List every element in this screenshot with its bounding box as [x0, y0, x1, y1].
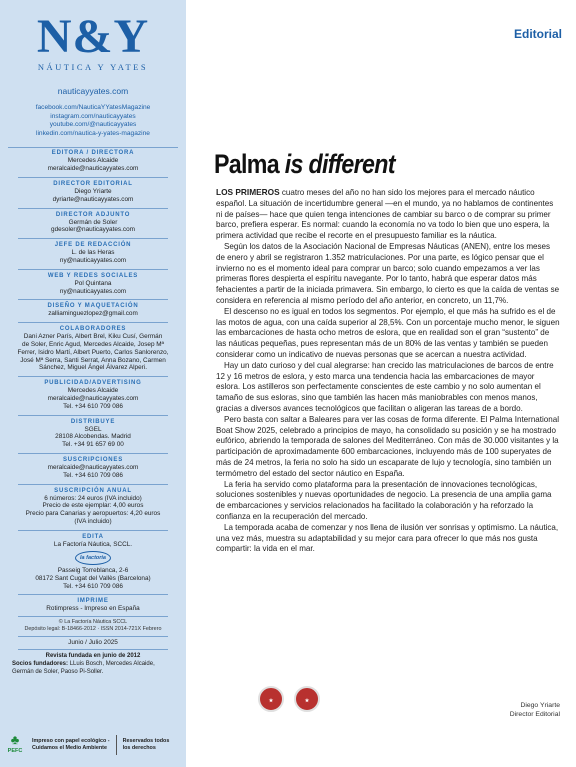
credit-label: WEB Y REDES SOCIALES	[47, 272, 139, 279]
instagram-link[interactable]: instagram.com/nauticayyates	[50, 112, 136, 120]
publisher-phone: Tel. +34 610 709 086	[63, 583, 123, 591]
credit-line[interactable]: ny@nauticayyates.com	[59, 256, 127, 264]
copyright-line: © La Factoría Náutica SCCL	[58, 618, 128, 625]
award-badge-icon: ★	[294, 686, 320, 712]
credit-line: Tel. +34 610 709 086	[63, 471, 123, 479]
credit-line[interactable]: dyriarte@nauticayyates.com	[52, 195, 134, 203]
credit-line: Diego Yriarte	[74, 187, 112, 195]
tree-icon: ♣	[10, 732, 20, 747]
article-paragraph: El descenso no es igual en todos los segmentos. Por ejemplo, el que más ha sufrido es el de las motos de agua, con una caída superior al 28,5%. Con un porcentaje mucho menor, le siguen las embarcaciones de hasta ocho metros de eslora, que en realidad son el gran “sustento” de las náuticas pequeñas, pues representan más de un 80% de las ventas y también se pueden considerar como un indicativo de nuevas personas que se acercan a nuestra actividad.	[216, 306, 560, 359]
credit-section	[8, 480, 178, 526]
credit-line: 28108 Alcobendas. Madrid	[55, 433, 131, 441]
founded-line: Revista fundada en junio de 2012	[45, 653, 141, 660]
credit-label: DISTRIBUYE	[70, 418, 116, 425]
credit-line[interactable]: meralcaide@nauticayyates.com	[47, 394, 139, 402]
credit-line[interactable]: ny@nauticayyates.com	[59, 287, 127, 295]
founding-partners	[8, 660, 178, 676]
credit-label: EDITORA / DIRECTORA	[51, 150, 135, 157]
credit-label: DISEÑO Y MAQUETACIÓN	[47, 303, 139, 310]
signature-role: Director Editorial	[509, 711, 560, 718]
credit-section	[8, 449, 178, 480]
legal-deposit-line: Depósito legal: B-18466-2012 · ISSN 2014-721X Febrero	[24, 625, 162, 632]
divider	[18, 208, 168, 209]
article-lead: LOS PRIMEROS	[216, 187, 280, 197]
rights-line: Reservados todos	[122, 738, 170, 744]
credit-section	[8, 295, 178, 318]
credit-line: Dani Azner París, Albert Brel, Kiku Cusí, Germán	[23, 333, 163, 341]
credit-section	[8, 148, 178, 173]
divider	[18, 530, 168, 531]
credit-line: Tel. +34 610 709 086	[63, 402, 123, 410]
divider	[18, 649, 168, 650]
linkedin-link[interactable]: linkedin.com/nautica-y-yates-magazine	[36, 129, 150, 137]
credit-line: La Factoría Náutica, SCCL.	[53, 540, 133, 548]
social-links	[8, 104, 178, 138]
divider	[116, 735, 117, 755]
credit-line[interactable]: meralcaide@nauticayyates.com	[47, 463, 139, 471]
divider	[18, 453, 168, 454]
divider	[18, 616, 168, 617]
article-paragraph: Según los datos de la Asociación Nacional de Empresas Náuticas (ANEN), entre los meses de enero y abril se registraron 1.352 matriculaciones. Por una parte, es lógico pensar que el invierno no es el momento ideal para comprar un barco; solo cuando empezamos a ver las primeras flores despierta el espíritu navegante. Por lo tanto, habrá que esperar datos más fehacientes a partir de la iniciada primavera. Sin embargo, lo cierto es que la caída de ventas se considera en referencia al mismo período del año anterior, en concreto, un 11,7%.	[216, 241, 560, 305]
credit-line[interactable]: gdesoler@nauticayyates.com	[51, 226, 135, 234]
article-paragraph: Hay un dato curioso y del cual alegrarse: han crecido las matriculaciones de barcos de entre 12 y 16 metros de eslora, y esto marca una tendencia hacia las embarcaciones de mayor eslora. Los astilleros son perfectamente conscientes de este cambio y no solo aumentan el tamaño de sus esloras, sino que también las hacen más maniobrables con menos manos, gracias a diversos avances tecnológicos que facilitan o aligeran las tareas de a bordo.	[216, 360, 554, 413]
award-badge-icon: ★	[258, 686, 284, 712]
credit-label: SUSCRIPCIÓN ANUAL	[54, 487, 132, 494]
eco-paper-line: Impreso con papel ecológico -	[32, 738, 110, 744]
publisher-logo: la factoria	[75, 551, 111, 565]
credit-label: EDITA	[82, 533, 104, 540]
credit-line: L. de las Heras	[71, 249, 115, 257]
credit-line: Tel. +34 91 657 69 00	[62, 441, 124, 449]
credit-section	[8, 265, 178, 296]
credit-line: Precio para Canarias y aeropuertos: 4,20 euros	[25, 510, 161, 518]
credit-label: DIRECTOR ADJUNTO	[55, 211, 131, 218]
divider	[18, 636, 168, 637]
brand-logo: N&Y	[36, 10, 150, 63]
credit-label: SUSCRIPCIONES	[62, 456, 124, 463]
credit-line: (IVA incluido)	[74, 517, 112, 525]
credit-line: Pol Quintana	[74, 279, 112, 287]
divider	[18, 415, 168, 416]
signature	[510, 701, 560, 719]
print-line: Rotimpress - Impreso en España	[46, 604, 140, 612]
award-badges	[8, 686, 570, 716]
credit-line: Ferrer, Isidro Martí, Albert Puerto, Carlos Sanlorenzo,	[17, 348, 169, 356]
credit-line[interactable]: zalliaminguezlopez@gmail.com	[48, 310, 138, 318]
credit-line: Mercedes Alcaide	[67, 387, 119, 395]
credit-section	[8, 411, 178, 449]
credits-list	[8, 148, 178, 548]
headline	[214, 148, 395, 180]
credit-section	[8, 526, 178, 549]
divider	[18, 238, 168, 239]
credit-line: Mercedes Alcaide	[67, 157, 119, 165]
divider	[18, 376, 168, 377]
credit-line: Precio de este ejemplar: 4,00 euros	[42, 502, 144, 510]
article-paragraph: La temporada acaba de comenzar y nos llena de ilusión ver sonrisas y optimismo. La náutica, una vez más, muestra su adaptabilidad y su mejor cara para ofrecer lo que más nos gusta compartir: la vida en el mar.	[216, 522, 559, 554]
article-paragraph: Pero basta con saltar a Baleares para ver las cosas de forma diferente. El Palma International Boat Show 2025, celebrado a principios de mayo, ha consolidado su posición y se ha mostrado eufórico, abriendo la temporada de salones del Mediterráneo. Con más de 30.000 visitantes y la participación de aproximadamente 600 embarcaciones, incluyendo más de 100 superyates de más de 24 metros, la feria no solo ha sido un escaparate de lujo y tecnología, sino también un termómetro del estado del sector náutico en España.	[216, 414, 560, 478]
partners-label: Socios fundadores:	[12, 661, 69, 668]
credit-section	[8, 173, 178, 204]
pefc-logo	[4, 732, 26, 758]
credit-label: JEFE DE REDACCIÓN	[54, 242, 132, 249]
brand-subtitle: NÁUTICA Y YATES	[37, 62, 149, 72]
divider	[18, 322, 168, 323]
partners-text: LLuis Bosch, Mercedes Alcaide, Germán de Soler, Paoso Pi-Soller.	[12, 661, 155, 676]
divider	[18, 299, 168, 300]
headline-italic: is different	[284, 149, 395, 179]
credit-line: Germán de Soler	[68, 218, 118, 226]
credit-section	[8, 318, 178, 372]
article-first-text: cuatro meses del año no han sido los mejores para el mercado náutico español. La situación de incertidumbre general —en el mundo, ya no hablamos de continentes ni de países— hace que quien tenga intenciones de cambiar su barco o de comprar su primer barco, prefiera esperar. Es normal: cuando la economía no va todo lo bien que uno espera, la primera actividad que recibe el recorte en el presupuesto familiar es la náutica.	[216, 188, 554, 241]
credit-line: José Mª Serra, Santi Serrat, Anna Bozano, Carmen	[20, 356, 166, 364]
credit-line: 6 números: 24 euros (IVA incluido)	[44, 494, 142, 502]
rights-note	[123, 738, 170, 752]
publisher-city: 08172 Sant Cugat del Vallès (Barcelona)	[35, 575, 151, 583]
divider	[18, 484, 168, 485]
eco-paper-note	[32, 738, 110, 752]
publisher-address: Passeig Torreblanca, 2-6	[57, 567, 129, 575]
signature-name: Diego Yriarte	[520, 702, 560, 709]
divider	[18, 594, 168, 595]
credit-section	[8, 372, 178, 410]
divider	[18, 269, 168, 270]
headline-plain: Palma	[214, 149, 285, 179]
rights-line: los derechos	[122, 745, 156, 751]
credit-line: Sánchez, Miguel Ángel Álvarez Alperi.	[39, 364, 147, 372]
print-label: IMPRIME	[77, 597, 109, 604]
credit-line: de Soler, Enric Agud, Mercedes Alcaide, Josep Mª	[22, 340, 164, 348]
masthead-sidebar	[0, 0, 186, 767]
credit-section	[8, 234, 178, 265]
credit-label: DIRECTOR EDITORIAL	[53, 180, 133, 187]
credit-label: PUBLICIDAD/ADVERTISING	[44, 380, 142, 387]
article-paragraph: La feria ha servido como plataforma para la presentación de innovaciones tecnológicas, soluciones sostenibles y nuevas oportunidades de negocio. La presencia de una amplia gama de embarcaciones y servicios relacionados ha facilitado la colaboración y ha reforzado la confianza en la recuperación del mercado.	[216, 479, 552, 521]
issue-date: Junio / Julio 2025	[68, 638, 118, 646]
credit-section	[8, 204, 178, 235]
facebook-link[interactable]: facebook.com/NauticaYYatesMagazine	[35, 104, 151, 111]
section-tag: Editorial	[513, 27, 562, 41]
credit-line: SGEL	[84, 425, 102, 433]
article-paragraph	[216, 187, 560, 242]
divider	[18, 177, 168, 178]
article-body	[216, 187, 560, 555]
eco-paper-line: Cuidamos el Medio Ambiente	[32, 745, 107, 751]
website-link[interactable]: nauticayyates.com	[57, 86, 129, 96]
credit-line[interactable]: meralcaide@nauticayyates.com	[47, 165, 139, 173]
youtube-link[interactable]: youtube.com/@nauticayyates	[49, 121, 137, 129]
sidebar-footer	[4, 728, 572, 762]
pefc-label: PEFC	[7, 748, 23, 754]
credit-label: COLABORADORES	[59, 326, 127, 333]
